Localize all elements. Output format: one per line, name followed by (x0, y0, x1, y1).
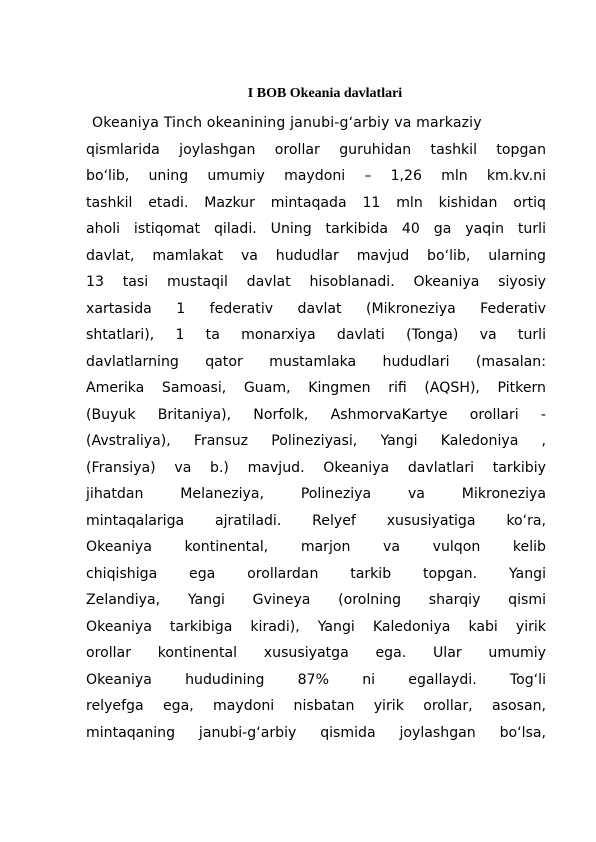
paragraph-line: Okeaniya hududining 87% ni egallaydi. Tog‘li (86, 671, 546, 688)
paragraph-line: (Buyuk Britaniya), Norfolk, AshmorvaKartye orollari - (86, 406, 546, 423)
paragraph-line: mintaqaning janubi-g‘arbiy qismida joylashgan bo‘lsa, (86, 724, 546, 741)
paragraph-line: Okeaniya kontinental, marjon va vulqon kelib (86, 539, 546, 555)
paragraph-line: (Fransiya) va b.) mavjud. Okeaniya davlatlari tarkibiy (86, 459, 546, 476)
paragraph-line: xartasida 1 federativ davlat (Mikroneziya Federativ (86, 300, 546, 317)
paragraph-line: davlatlarning qator mustamlaka hududlari (masalan: (86, 353, 546, 370)
paragraph-line: chiqishiga ega orollardan tarkib topgan. Yangi (86, 565, 546, 582)
paragraph-line: (Avstraliya), Fransuz Polineziyasi, Yangi Kaledoniya , (86, 433, 546, 449)
paragraph-line: relyefga ega, maydoni nisbatan yirik orollar, asosan, (86, 698, 546, 714)
body-paragraph (86, 110, 546, 746)
paragraph-line: Okeaniya Tinch okeanining janubi-g‘arbiy va markaziy (92, 115, 482, 131)
paragraph-line: aholi istiqomat qiladi. Uning tarkibida 40 ga yaqin turli (86, 221, 546, 237)
paragraph-line: davlat, mamlakat va hududlar mavjud bo‘lib, ularning (86, 247, 546, 264)
paragraph-line: shtatlari), 1 ta monarxiya davlati (Tonga) va turli (86, 327, 546, 343)
paragraph-line: orollar kontinental xususiyatga ega. Ular umumiy (86, 645, 546, 661)
paragraph-line: Zelandiya, Yangi Gvineya (orolning sharqiy qismi (86, 592, 546, 608)
paragraph-line: Okeaniya tarkibiga kiradi), Yangi Kaledoniya kabi yirik (86, 618, 546, 635)
chapter-heading: I BOB Okeania davlatlari (247, 86, 403, 101)
paragraph-line: jihatdan Melaneziya, Polineziya va Mikroneziya (86, 486, 546, 502)
paragraph-line: 13 tasi mustaqil davlat hisoblanadi. Okeaniya siyosiy (86, 274, 546, 290)
paragraph-line: bo‘lib, uning umumiy maydoni – 1,26 mln km.kv.ni (86, 168, 546, 184)
paragraph-line: Amerika Samoasi, Guam, Kingmen rifi (AQSH), Pitkern (86, 380, 546, 396)
paragraph-line: tashkil etadi. Mazkur mintaqada 11 mln kishidan ortiq (86, 194, 546, 211)
paragraph-line: qismlarida joylashgan orollar guruhidan tashkil topgan (86, 141, 546, 158)
paragraph-line: mintaqalariga ajratiladi. Relyef xususiyatiga ko‘ra, (86, 512, 546, 529)
